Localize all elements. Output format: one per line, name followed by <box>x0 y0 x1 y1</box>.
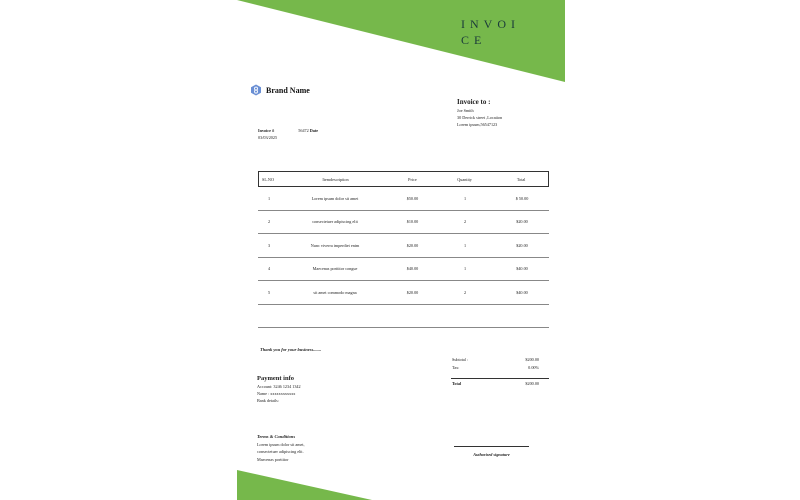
subtotal-value: $200.00 <box>525 357 539 362</box>
table-row <box>258 187 549 211</box>
bill-to-name: Joe Smith <box>457 108 474 113</box>
payment-account: Account: 3246 1234 1342 <box>257 384 301 389</box>
header-slno: SL.NO <box>262 176 274 182</box>
invoice-title: INVOICE <box>461 17 520 47</box>
bill-to-heading: Invoice to : <box>457 98 491 106</box>
terms-conditions <box>257 433 305 463</box>
terms-line: Maecenas porttitor <box>257 456 289 462</box>
row-quantity: 1 <box>463 242 467 248</box>
row-total: $40.00 <box>516 266 528 272</box>
row-quantity: 1 <box>463 195 467 201</box>
row-price: $10.00 <box>406 219 419 225</box>
row-description: consectetuer adipiscing elit <box>312 219 358 225</box>
subtotal-row <box>451 356 549 364</box>
row-total: $20.00 <box>516 219 528 225</box>
payment-name: Name : xxxxxxxxxxxx <box>257 391 296 396</box>
row-description: sit amet commodo magna <box>313 289 357 295</box>
row-quantity: 1 <box>463 266 467 272</box>
tax-row <box>451 364 549 372</box>
header-total: Total <box>516 176 526 182</box>
total-value: $200.00 <box>525 381 539 386</box>
invoice-page <box>237 0 565 500</box>
payment-heading: Payment info <box>257 375 295 382</box>
bill-to-extra: Lorem ipsum,56547123 <box>457 122 498 127</box>
row-total: $40.00 <box>516 289 528 295</box>
row-description: Maecenas porttitor congue <box>312 266 358 272</box>
table-row <box>258 234 549 258</box>
row-quantity: 2 <box>463 219 467 225</box>
row-slno: 4 <box>267 266 271 272</box>
signature-label: Authorised signature <box>473 452 510 457</box>
brand <box>250 84 310 96</box>
terms-heading: Terms & Conditions <box>257 434 296 439</box>
row-description: Nunc viverra imperdiet enim <box>310 242 360 248</box>
totals-summary <box>451 356 549 388</box>
payment-bank: Bank details: <box>257 398 279 403</box>
total-label: Total <box>452 381 462 386</box>
subtotal-label: Subtotal : <box>452 357 469 362</box>
row-price: $20.00 <box>406 242 419 248</box>
terms-line: consectetuer adipiscing elit. <box>257 449 304 454</box>
items-table <box>258 171 549 328</box>
row-price: $20.00 <box>406 289 419 295</box>
row-total: $20.00 <box>516 242 528 248</box>
header-description: Itemdescription <box>322 176 349 182</box>
row-price: $40.00 <box>406 266 419 272</box>
row-description: Lorem ipsum dolor sit amet <box>311 195 359 201</box>
thanks-message: Thank you for your business....... <box>260 347 322 352</box>
table-row <box>258 281 549 305</box>
bill-to-block <box>457 98 557 128</box>
tax-value: 0.00% <box>528 365 539 370</box>
invoice-meta <box>258 127 318 141</box>
table-header <box>258 171 549 187</box>
row-slno: 3 <box>267 242 271 248</box>
hexagon-logo-icon <box>250 84 262 96</box>
tax-label: Tax: <box>452 365 460 370</box>
header-quantity: Quantity <box>457 176 472 182</box>
row-total: $ 50.00 <box>515 195 529 201</box>
brand-name: Brand Name <box>266 85 310 95</box>
row-quantity: 2 <box>463 289 467 295</box>
header-price: Price <box>408 176 417 182</box>
bill-to-address: 30 Derrick street ,Location <box>457 115 503 120</box>
table-empty-row <box>258 305 549 329</box>
total-row <box>451 378 549 388</box>
row-slno: 5 <box>267 289 271 295</box>
signature-block <box>454 446 529 457</box>
terms-line: Lorem ipsum dolor sit amet, <box>257 441 305 447</box>
table-row <box>258 258 549 282</box>
invoice-date: 03/03/2025 <box>258 135 278 140</box>
invoice-number-label: Invoice # <box>258 128 275 133</box>
table-row <box>258 211 549 235</box>
signature-line <box>454 446 529 447</box>
invoice-number: 56472 <box>298 128 309 133</box>
payment-info <box>257 375 301 404</box>
bottom-green-banner <box>237 470 565 500</box>
row-price: $50.00 <box>406 195 419 201</box>
row-slno: 2 <box>267 219 271 225</box>
row-slno: 1 <box>267 195 271 201</box>
invoice-date-label: Date <box>309 128 319 133</box>
